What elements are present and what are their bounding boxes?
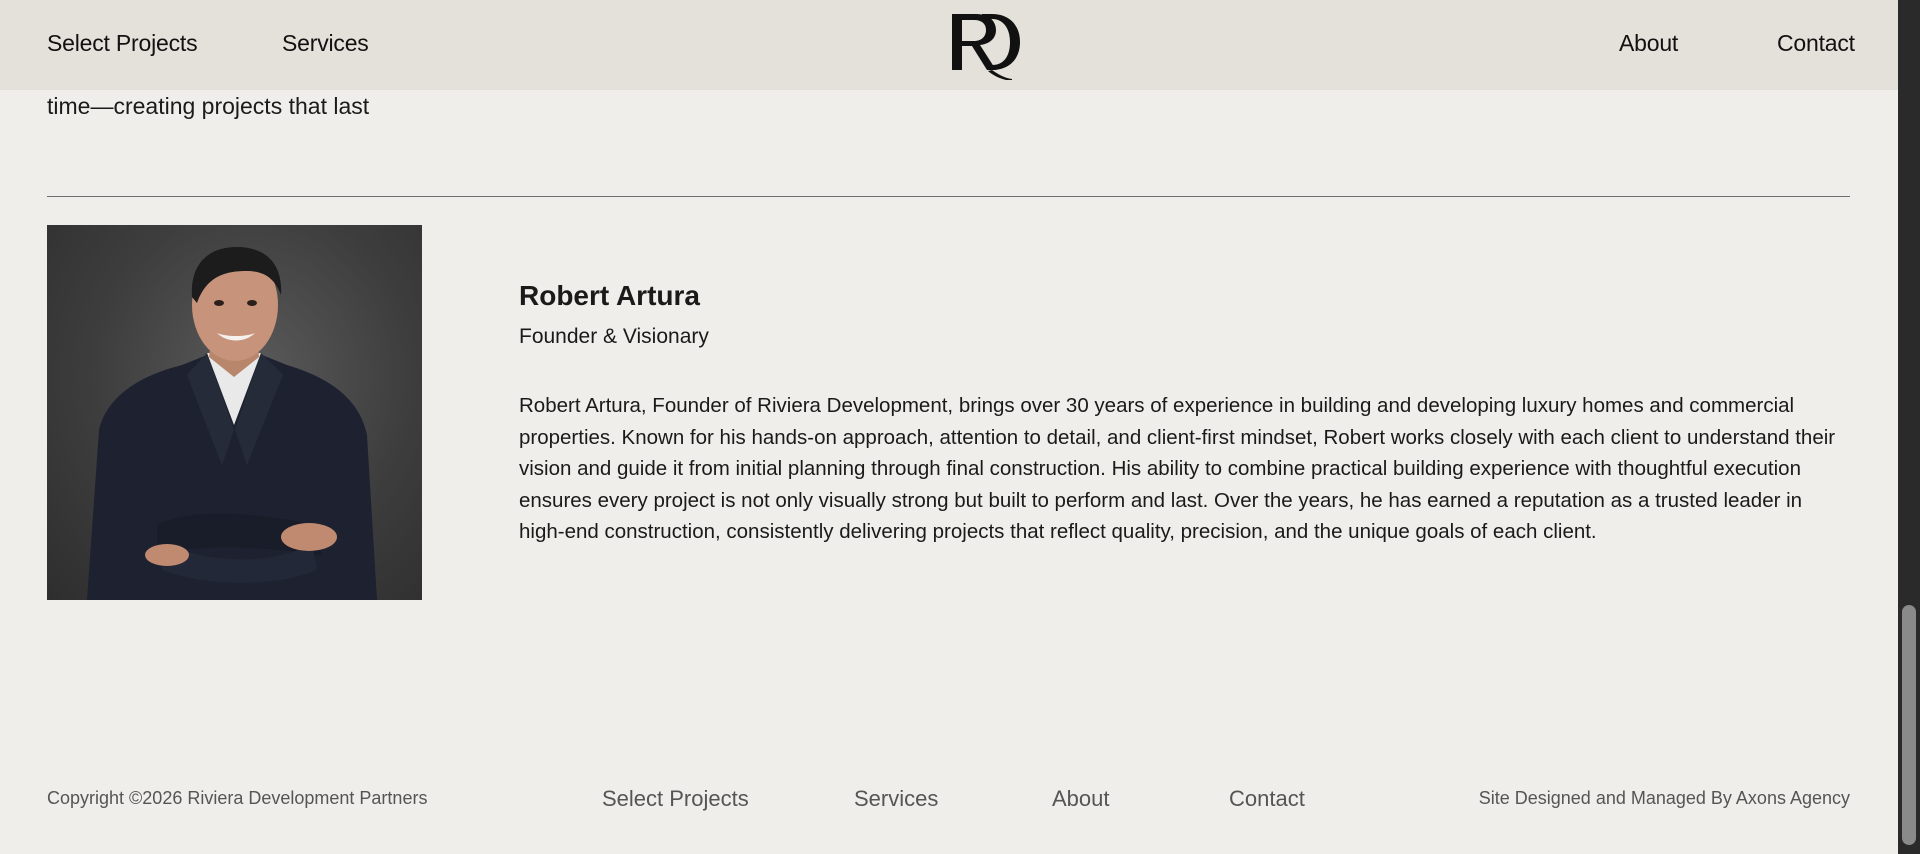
founder-bio: Robert Artura, Founder of Riviera Development, brings over 30 years of experience in building and developing luxury homes and commercial properties. Known for his hands-on approach, attention to detail, and client-first mindset, Robert works closely with each client to understand their vision and guide it from initial planning through final construction. His ability to combine practical building experience with thoughtful execution ensures every project is not only visually strong but built to perform and last. Over the years, he has earned a reputation as a trusted leader in high-end construction, consistently delivering projects that reflect quality, precision, and the unique goals of each client. bbox=[519, 394, 1836, 544]
nav-about[interactable]: About bbox=[1619, 30, 1679, 56]
portrait-illustration bbox=[47, 225, 422, 600]
page-scrollbar[interactable] bbox=[1898, 0, 1920, 854]
founder-role: Founder & Visionary bbox=[519, 325, 709, 348]
nav-contact[interactable]: Contact bbox=[1777, 30, 1855, 56]
founder-name: Robert Artura bbox=[519, 280, 700, 311]
nav-select-projects[interactable]: Select Projects bbox=[47, 30, 198, 56]
footer-link-select-projects[interactable]: Select Projects bbox=[602, 786, 749, 811]
founder-portrait bbox=[47, 225, 422, 600]
footer-credit-link[interactable]: Site Designed and Managed By Axons Agency bbox=[1478, 788, 1850, 808]
rd-monogram-logo bbox=[946, 8, 1026, 80]
footer-link-contact[interactable]: Contact bbox=[1229, 786, 1305, 811]
footer-copyright: Copyright ©2026 Riviera Development Partners bbox=[47, 788, 428, 808]
footer-link-about[interactable]: About bbox=[1052, 786, 1110, 811]
intro-text: time—creating projects that last bbox=[47, 93, 370, 119]
nav-services[interactable]: Services bbox=[282, 30, 369, 56]
site-header bbox=[0, 0, 1898, 90]
footer-link-services[interactable]: Services bbox=[854, 786, 939, 811]
site-logo[interactable] bbox=[946, 8, 1026, 80]
scrollbar-thumb[interactable] bbox=[1902, 605, 1916, 845]
section-divider bbox=[47, 196, 1850, 197]
